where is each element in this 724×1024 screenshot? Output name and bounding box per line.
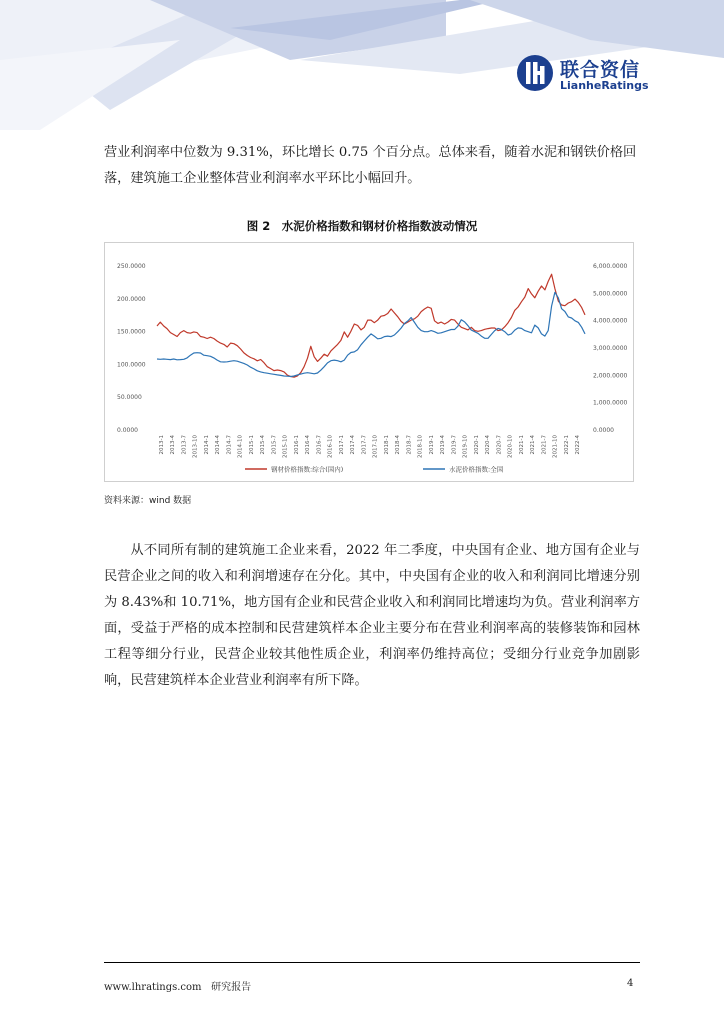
x-axis-tick-label: 2016-10 [327, 435, 334, 458]
figure-title: 图 2 水泥价格指数和钢材价格指数波动情况 [246, 219, 478, 233]
x-axis-tick-label: 2015-1 [248, 435, 255, 455]
left-axis-tick-label: 0.0000 [117, 427, 138, 434]
left-axis-tick-label: 50.0000 [117, 394, 142, 402]
x-axis-tick-label: 2020-7 [496, 435, 503, 455]
logo-english-name: LianheRatings [560, 79, 649, 92]
x-axis-tick-label: 2013-10 [192, 435, 199, 458]
x-axis-tick-label: 2014-1 [203, 435, 210, 455]
x-axis-tick-label: 2022-1 [563, 435, 570, 455]
x-axis-tick-label: 2021-10 [552, 435, 559, 458]
right-axis-tick-label: 2,000.0000 [593, 372, 628, 380]
x-axis-tick-label: 2019-1 [428, 435, 435, 455]
x-axis-tick-label: 2020-4 [485, 435, 492, 455]
x-axis-tick-label: 2015-10 [282, 435, 289, 458]
x-axis-tick-label: 2019-10 [462, 435, 469, 458]
x-axis-tick-label: 2018-1 [383, 435, 390, 455]
right-axis-tick-label: 6,000.0000 [593, 263, 628, 270]
x-axis-tick-label: 2013-4 [170, 435, 177, 455]
x-axis-tick-label: 2014-7 [226, 435, 233, 455]
x-axis-tick-label: 2020-1 [473, 435, 480, 455]
x-axis-tick-label: 2018-7 [406, 435, 413, 455]
lianhe-logo-icon [516, 54, 554, 92]
left-axis-tick-label: 150.0000 [117, 328, 146, 336]
page-number: 4 [627, 978, 634, 989]
x-axis-tick-label: 2018-4 [395, 435, 402, 455]
right-axis-tick-label: 0.0000 [593, 427, 614, 434]
figure-source: 资料来源：wind 数据 [104, 496, 192, 506]
x-axis-tick-label: 2021-7 [541, 435, 548, 455]
x-axis-tick-label: 2019-4 [440, 435, 447, 455]
logo-chinese-name: 联合资信 [560, 59, 641, 81]
right-axis-tick-label: 5,000.0000 [593, 290, 628, 298]
footer-text [104, 978, 251, 993]
company-logo [516, 54, 649, 94]
right-axis-tick-label: 3,000.0000 [593, 345, 628, 352]
x-axis-tick-label: 2016-4 [305, 435, 312, 455]
x-axis-tick-label: 2017-7 [361, 435, 368, 455]
series-line [157, 292, 585, 376]
legend-label: 水泥价格指数:全国 [449, 465, 504, 474]
price-index-chart [105, 243, 633, 481]
x-axis-tick-label: 2014-4 [215, 435, 222, 455]
x-axis-tick-label: 2017-10 [372, 435, 379, 458]
x-axis-tick-label: 2013-1 [159, 435, 165, 455]
footer-divider [104, 962, 640, 963]
legend-label: 钢材价格指数:综合(国内) [271, 465, 344, 474]
right-axis-tick-label: 1,000.0000 [593, 399, 628, 407]
x-axis-tick-label: 2015-4 [260, 435, 267, 455]
right-axis-tick-label: 4,000.0000 [593, 317, 628, 325]
left-axis-tick-label: 250.0000 [117, 263, 146, 270]
x-axis-tick-label: 2013-7 [181, 435, 188, 455]
x-axis-tick-label: 2021-1 [518, 435, 525, 455]
footer-website: www.lhratings.com [104, 982, 202, 993]
x-axis-tick-label: 2019-7 [451, 435, 458, 455]
x-axis-tick-label: 2018-10 [417, 435, 424, 458]
left-axis-tick-label: 200.0000 [117, 295, 146, 303]
footer-report-label: 研究报告 [211, 982, 252, 993]
x-axis-tick-label: 2016-7 [316, 435, 323, 455]
chart-container [104, 242, 634, 482]
paragraph-profit-margin: 营业利润率中位数为 9.31%，环比增长 0.75 个百分点。总体来看，随着水泥和钢铁价格回落，建筑施工企业整体营业利润率水平环比小幅回升。 [104, 145, 637, 186]
x-axis-tick-label: 2017-1 [338, 435, 345, 455]
left-axis-tick-label: 100.0000 [117, 361, 146, 369]
x-axis-tick-label: 2014-10 [237, 435, 244, 458]
x-axis-tick-label: 2021-4 [530, 435, 537, 455]
x-axis-tick-label: 2016-1 [293, 435, 300, 455]
x-axis-tick-label: 2020-10 [507, 435, 514, 458]
x-axis-tick-label: 2015-7 [271, 435, 278, 455]
x-axis-tick-label: 2017-4 [350, 435, 357, 455]
paragraph-ownership-analysis: 从不同所有制的建筑施工企业来看，2022 年二季度，中央国有企业、地方国有企业与民营企业之间的收入和利润增速存在分化。其中，中央国有企业的收入和利润同比增速分别为 8.43%和 10.71%，地方国有企业和民营企业收入和利润同比增速均为负。营业利润率方面，受益于严格的成本控制和民营建筑样本企业主要分布在营业利润率高的装修装饰和园林工程等细分行业，民营企业较其他性质企业，利润率仍维持高位；受细分行业竞争加剧影响，民营建筑样本企业营业利润率有所下降。 [104, 543, 640, 688]
x-axis-tick-label: 2022-4 [575, 435, 581, 455]
